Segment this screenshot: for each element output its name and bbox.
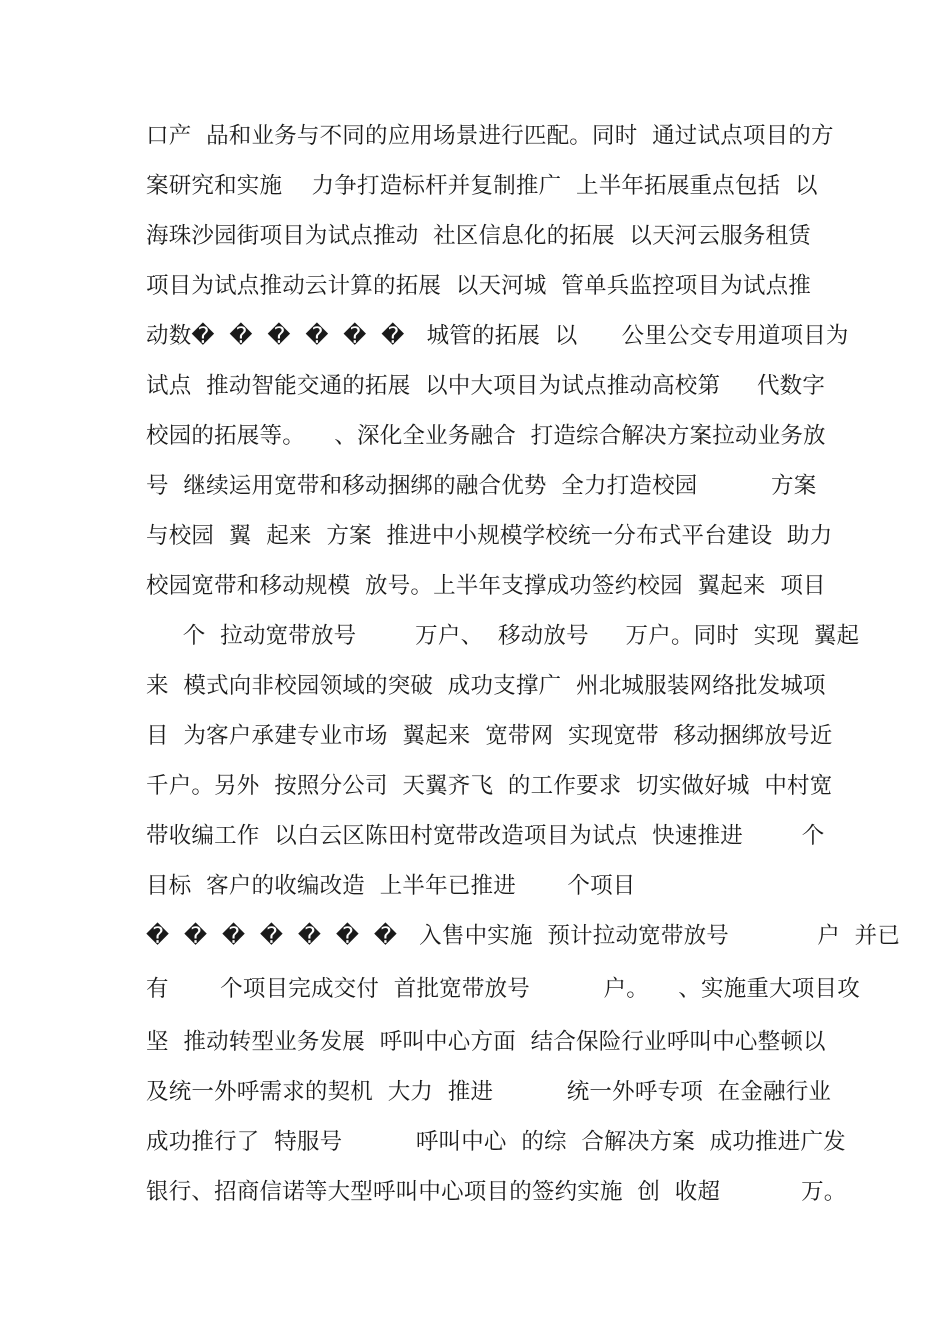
text-line: 目标 客户的收编改造 上半年已推进 个项目 [146,873,636,899]
text-line: 有 个项目完成交付 首批宽带放号 户。 、实施重大项目攻 [146,976,860,1002]
text-line: 试点 推动智能交通的拓展 以中大项目为试点推动高校第 代数字 [146,373,826,399]
text-line: 银行、招商信诺等大型呼叫中心项目的签约实施 创 收超 万。 [146,1179,847,1205]
text-line: 千户。另外 按照分公司 天翼齐飞 的工作要求 切实做好城 中村宽 [146,773,833,799]
text-line: 校园宽带和移动规模 放号。上半年支撑成功签约校园 翼起来 项目 [146,573,826,599]
text-line: 及统一外呼需求的契机 大力 推进 统一外呼专项 在金融行业 [146,1079,832,1105]
text-line: � � � � � � � 入售中实施 预计拉动宽带放号 户 并已 [146,923,901,949]
text-line: 坚 推动转型业务发展 呼叫中心方面 结合保险行业呼叫中心整顿以 [146,1029,826,1055]
text-line: 校园的拓展等。 、深化全业务融合 打造综合解决方案拉动业务放 [146,423,826,449]
text-line: 与校园 翼 起来 方案 推进中小规模学校统一分布式平台建设 助力 [146,523,833,549]
text-line: 个 拉动宽带放号 万户、 移动放号 万户。同时 实现 翼起 [146,623,860,649]
text-line: 口产 品和业务与不同的应用场景进行匹配。同时 通过试点项目的方 [146,123,834,149]
text-line: 项目为试点推动云计算的拓展 以天河城 管单兵监控项目为试点推 [146,273,812,299]
text-line: 号 继续运用宽带和移动捆绑的融合优势 全力打造校园 方案 [146,473,817,499]
text-line: 目 为客户承建专业市场 翼起来 宽带网 实现宽带 移动捆绑放号近 [146,723,833,749]
body-paragraph [146,111,901,1217]
text-line: 来 模式向非校园领域的突破 成功支撑广 州北城服装网络批发城项 [146,673,826,699]
text-line: 案研究和实施 力争打造标杆并复制推广 上半年拓展重点包括 以 [146,173,818,199]
text-line: 动数� � � � � � 城管的拓展 以 公里公交专用道项目为 [146,323,849,349]
text-line: 带收编工作 以白云区陈田村宽带改造项目为试点 快速推进 个 [146,823,825,849]
text-line: 海珠沙园街项目为试点推动 社区信息化的拓展 以天河云服务租赁 [146,223,812,249]
text-line: 成功推行了 特服号 呼叫中心 的综 合解决方案 成功推进广发 [146,1129,846,1155]
